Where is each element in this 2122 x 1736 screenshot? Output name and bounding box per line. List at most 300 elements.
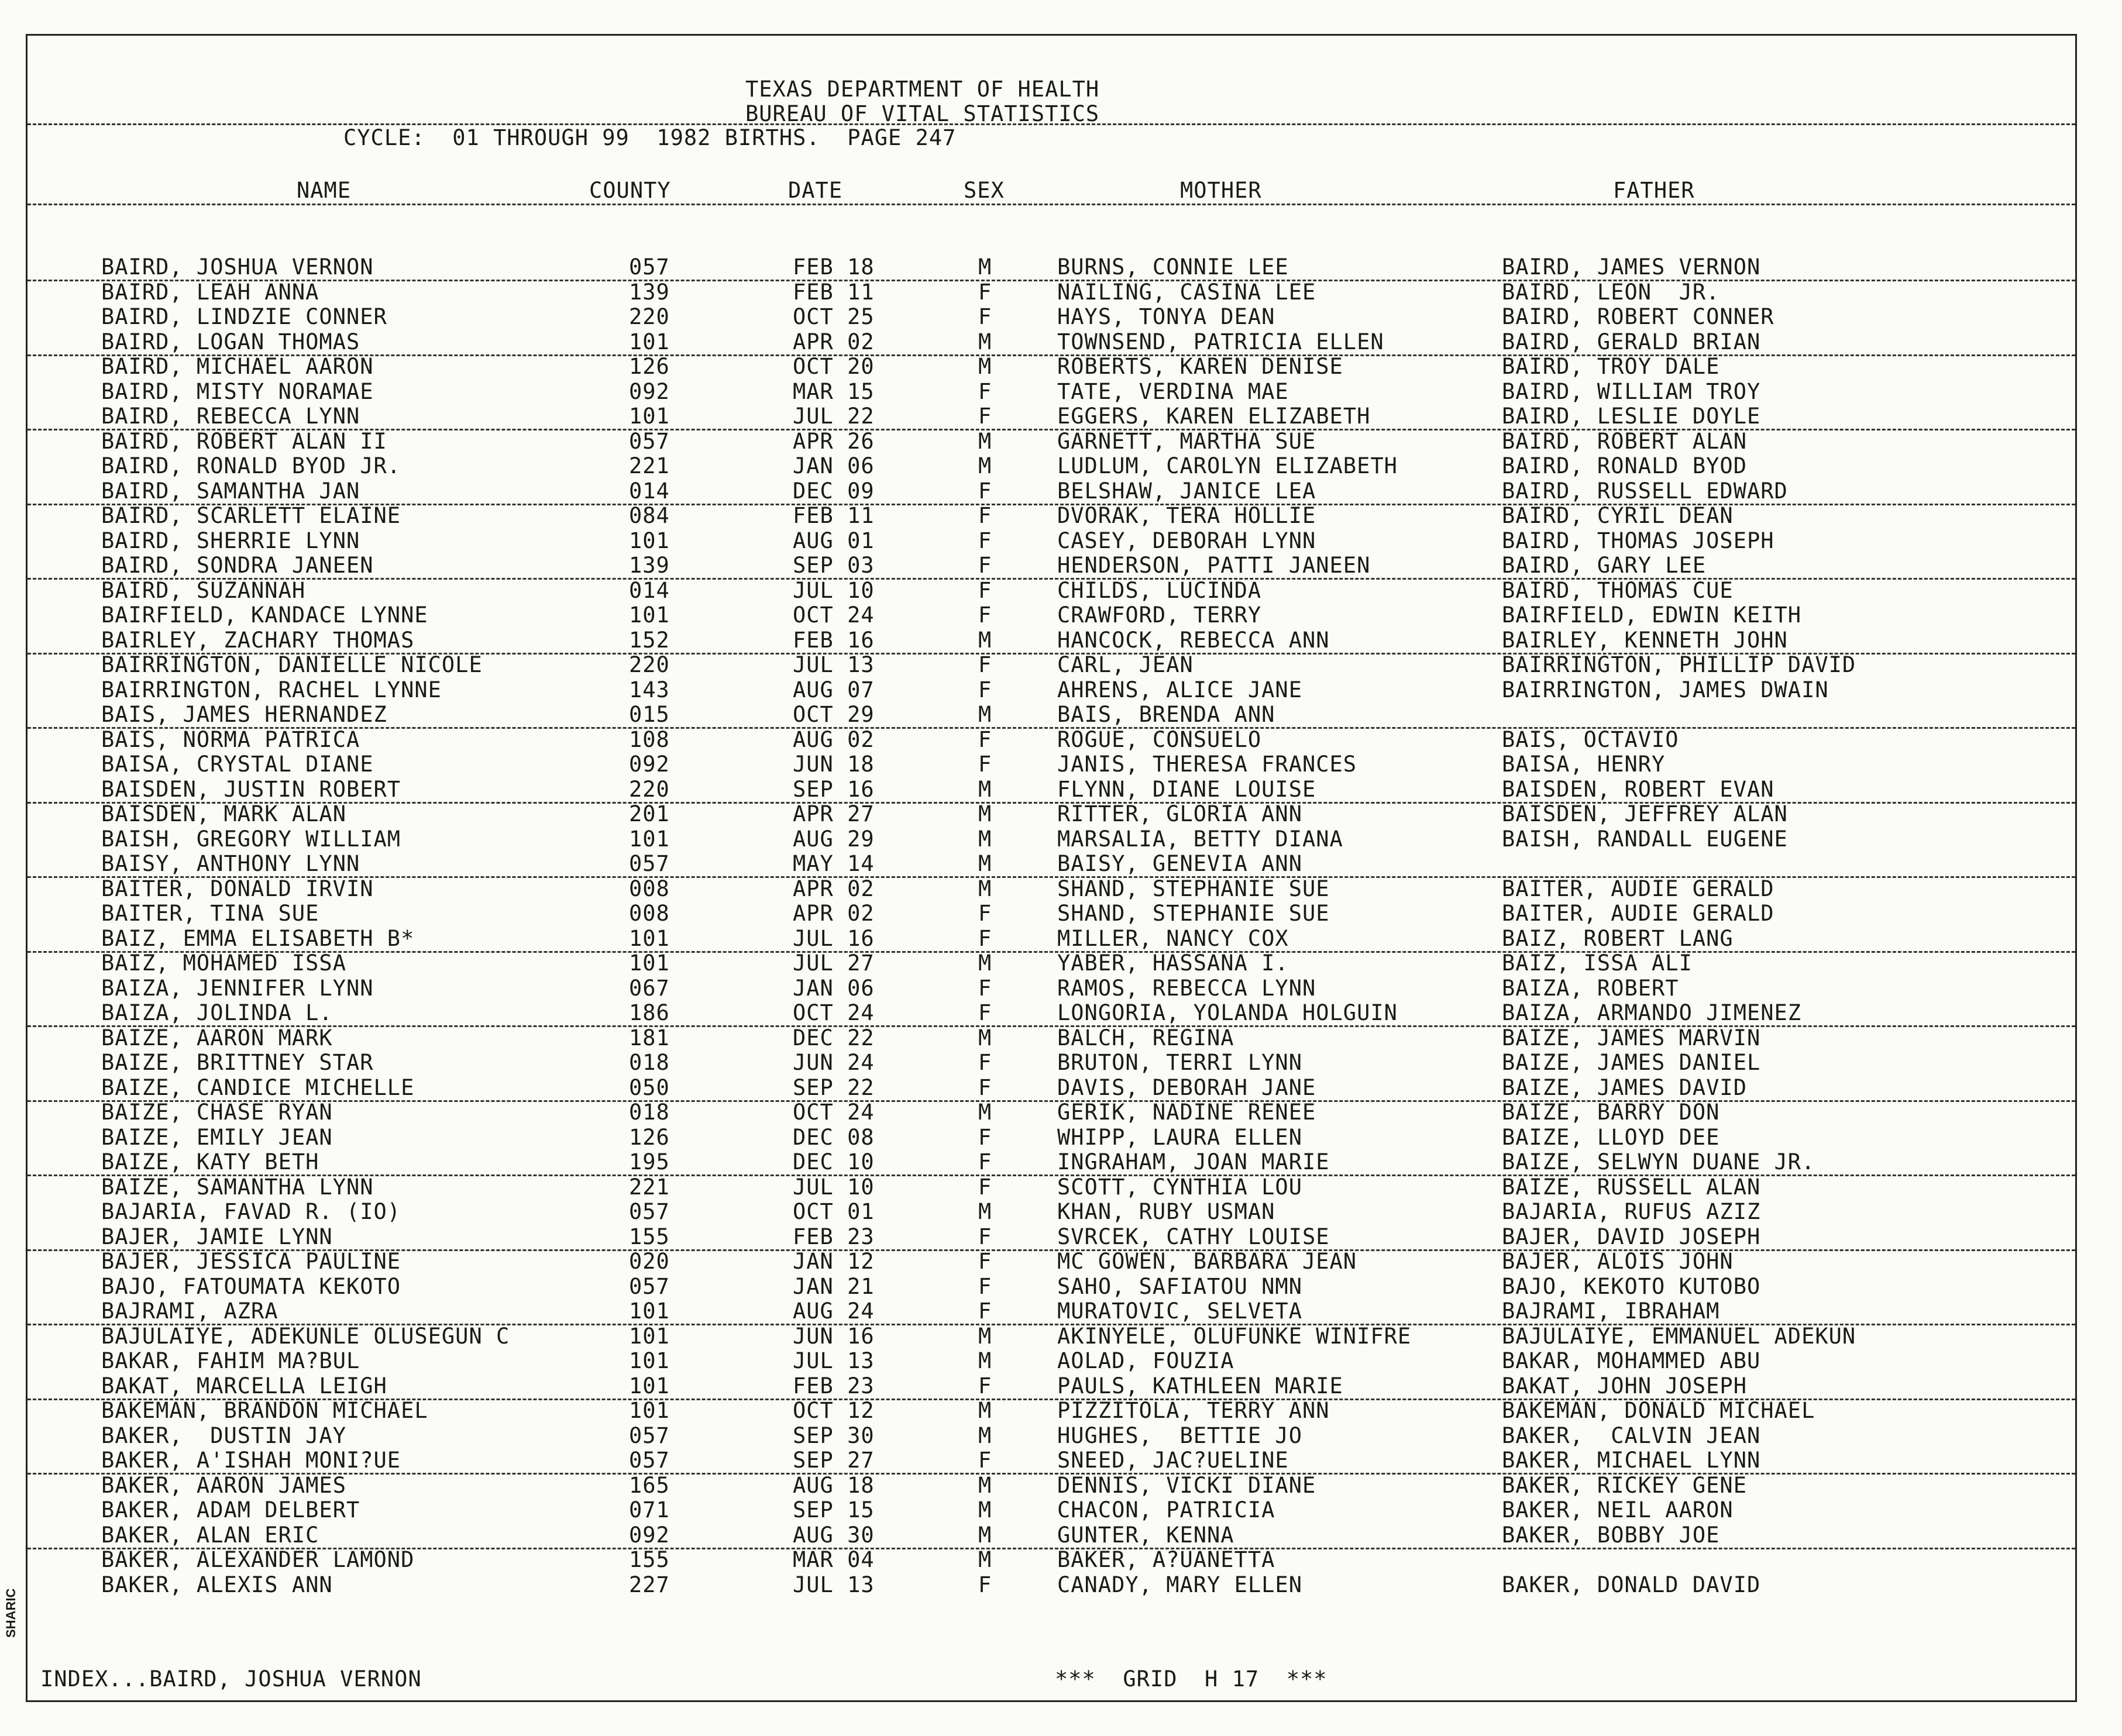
cell-sex: F [978, 677, 992, 702]
cell-sex: F [978, 1000, 992, 1025]
cell-mother: MARSALIA, BETTY DIANA [1057, 826, 1343, 852]
cell-sex: M [978, 1100, 992, 1125]
cell-county: 101 [629, 404, 670, 429]
cell-name: BAISA, CRYSTAL DIANE [101, 752, 374, 777]
cell-name: BAIZE, KATY BETH [101, 1149, 319, 1174]
cell-date: AUG 24 [793, 1298, 875, 1324]
cell-date: APR 02 [793, 329, 875, 354]
table-row [27, 1150, 2075, 1176]
cell-county: 101 [629, 1398, 670, 1423]
cell-county: 020 [629, 1249, 670, 1274]
index-footer: INDEX...BAIRD, JOSHUA VERNON [40, 1666, 422, 1692]
cell-mother: NAILING, CASINA LEE [1057, 279, 1316, 305]
cell-sex: M [978, 354, 992, 379]
cell-father: BAIZA, ARMANDO JIMENEZ [1502, 1000, 1802, 1025]
cell-name: BAIRD, ROBERT ALAN II [101, 428, 387, 454]
table-row [27, 1424, 2075, 1448]
table-row [27, 1200, 2075, 1224]
column-header-county: COUNTY [589, 178, 671, 203]
cell-date: JAN 06 [793, 975, 875, 1001]
cell-county: 101 [629, 329, 670, 354]
cell-county: 092 [629, 378, 670, 404]
cell-date: JAN 21 [793, 1273, 875, 1299]
cell-name: BAIRD, SUZANNAH [101, 577, 306, 603]
cell-date: OCT 20 [793, 354, 875, 379]
cell-sex: F [978, 304, 992, 329]
cell-date: DEC 09 [793, 478, 875, 504]
cell-mother: CASEY, DEBORAH LYNN [1057, 528, 1316, 553]
table-row [27, 1349, 2075, 1373]
column-header-name: NAME [297, 178, 352, 203]
cell-name: BAKER, ALAN ERIC [101, 1522, 319, 1548]
cell-county: 057 [629, 428, 670, 454]
cell-mother: RAMOS, REBECCA LYNN [1057, 975, 1316, 1001]
table-row [27, 1100, 2075, 1125]
cell-sex: M [978, 1323, 992, 1349]
cell-sex: F [978, 1174, 992, 1200]
cell-father: BAIRD, ROBERT CONNER [1502, 304, 1774, 329]
cell-mother: DENNIS, VICKI DIANE [1057, 1472, 1316, 1498]
cell-sex: M [978, 851, 992, 876]
table-row [27, 802, 2075, 826]
cell-sex: F [978, 1273, 992, 1299]
cell-mother: SCOTT, CYNTHIA LOU [1057, 1174, 1302, 1200]
cell-mother: SHAND, STEPHANIE SUE [1057, 901, 1330, 926]
cell-father: BAIZE, JAMES MARVIN [1502, 1025, 1761, 1050]
cell-county: 057 [629, 1422, 670, 1448]
table-row [27, 1001, 2075, 1027]
cell-date: FEB 23 [793, 1373, 875, 1399]
cell-date: SEP 16 [793, 776, 875, 802]
cell-name: BAISH, GREGORY WILLIAM [101, 826, 401, 852]
cell-father: BAIZE, SELWYN DUANE JR. [1502, 1149, 1815, 1174]
cell-mother: SHAND, STEPHANIE SUE [1057, 876, 1330, 901]
cell-name: BAIRFIELD, KANDACE LYNNE [101, 602, 428, 628]
cell-father: BAIZ, ROBERT LANG [1502, 925, 1734, 951]
cell-name: BAITER, DONALD IRVIN [101, 876, 374, 901]
cell-sex: F [978, 652, 992, 677]
cell-father: BAITER, AUDIE GERALD [1502, 876, 1774, 901]
cell-name: BAJER, JAMIE LYNN [101, 1224, 333, 1249]
cell-mother: JANIS, THERESA FRANCES [1057, 752, 1357, 777]
cell-father: BAIZ, ISSA ALI [1502, 950, 1693, 976]
table-row [27, 330, 2075, 356]
table-row [27, 1050, 2075, 1075]
cell-sex: M [978, 1497, 992, 1523]
cell-county: 139 [629, 553, 670, 578]
cell-mother: INGRAHAM, JOAN MARIE [1057, 1149, 1330, 1174]
table-row [27, 728, 2075, 752]
cell-father: BAIRD, LEON JR. [1502, 279, 1720, 305]
cell-sex: M [978, 950, 992, 976]
cell-sex: F [978, 404, 992, 429]
column-header-divider [27, 204, 2075, 205]
table-row [27, 1548, 2075, 1572]
table-row [27, 951, 2075, 976]
cell-mother: MC GOWEN, BARBARA JEAN [1057, 1249, 1357, 1274]
table-row [27, 1473, 2075, 1498]
cell-date: JUN 24 [793, 1050, 875, 1075]
cell-sex: M [978, 1398, 992, 1423]
cell-mother: MILLER, NANCY COX [1057, 925, 1289, 951]
cell-county: 008 [629, 876, 670, 901]
table-row [27, 926, 2075, 953]
cell-father: BAIRRINGTON, PHILLIP DAVID [1502, 652, 1856, 677]
cell-father: BAIRRINGTON, JAMES DWAIN [1502, 677, 1829, 702]
cell-county: 220 [629, 652, 670, 677]
department-title: TEXAS DEPARTMENT OF HEALTH [745, 77, 1100, 102]
cell-county: 057 [629, 1273, 670, 1299]
cell-name: BAJO, FATOUMATA KEKOTO [101, 1273, 401, 1299]
cell-name: BAIRD, LEAH ANNA [101, 279, 319, 305]
cell-name: BAIZE, CANDICE MICHELLE [101, 1074, 415, 1100]
document-page [26, 34, 2077, 1702]
cell-date: MAY 14 [793, 851, 875, 876]
cell-county: 101 [629, 1373, 670, 1399]
cell-date: APR 27 [793, 801, 875, 826]
cell-name: BAJULAIYE, ADEKUNLE OLUSEGUN C [101, 1323, 510, 1349]
cell-father: BAIRD, WILLIAM TROY [1502, 378, 1761, 404]
cell-county: 101 [629, 602, 670, 628]
cell-father: BAIZA, ROBERT [1502, 975, 1679, 1001]
cell-father: BAIZE, RUSSELL ALAN [1502, 1174, 1761, 1200]
cell-name: BAIRRINGTON, RACHEL LYNNE [101, 677, 442, 702]
cell-mother: TATE, VERDINA MAE [1057, 378, 1289, 404]
cell-name: BAIZE, CHASE RYAN [101, 1100, 333, 1125]
cell-county: 084 [629, 503, 670, 528]
cell-mother: CRAWFORD, TERRY [1057, 602, 1262, 628]
table-row [27, 1299, 2075, 1325]
cell-mother: PAULS, KATHLEEN MARIE [1057, 1373, 1343, 1399]
cell-father: BAKER, NEIL AARON [1502, 1497, 1734, 1523]
cell-county: 092 [629, 1522, 670, 1548]
cell-mother: CHACON, PATRICIA [1057, 1497, 1275, 1523]
cell-father: BAIRD, CYRIL DEAN [1502, 503, 1734, 528]
cell-date: SEP 22 [793, 1074, 875, 1100]
cell-date: SEP 15 [793, 1497, 875, 1523]
cell-father: BAIRD, GERALD BRIAN [1502, 329, 1761, 354]
cell-father: BAITER, AUDIE GERALD [1502, 901, 1774, 926]
column-header-father: FATHER [1613, 178, 1695, 203]
cell-sex: F [978, 503, 992, 528]
cell-county: 139 [629, 279, 670, 305]
cell-county: 186 [629, 1000, 670, 1025]
cell-sex: F [978, 925, 992, 951]
cell-county: 092 [629, 752, 670, 777]
cell-father: BAKEMAN, DONALD MICHAEL [1502, 1398, 1815, 1423]
cell-mother: FLYNN, DIANE LOUISE [1057, 776, 1316, 802]
cell-mother: LUDLUM, CAROLYN ELIZABETH [1057, 453, 1398, 478]
cell-sex: M [978, 1199, 992, 1224]
grid-footer: *** GRID H 17 *** [1055, 1666, 1327, 1692]
cell-sex: F [978, 1448, 992, 1473]
cell-date: JUL 27 [793, 950, 875, 976]
cell-date: OCT 24 [793, 602, 875, 628]
cell-date: AUG 18 [793, 1472, 875, 1498]
cell-name: BAKER, AARON JAMES [101, 1472, 346, 1498]
table-row [27, 628, 2075, 655]
cell-father: BAKAT, JOHN JOSEPH [1502, 1373, 1747, 1399]
table-row [27, 479, 2075, 505]
cell-mother: BALCH, REGINA [1057, 1025, 1234, 1050]
cell-date: FEB 23 [793, 1224, 875, 1249]
cell-name: BAISDEN, MARK ALAN [101, 801, 346, 826]
cell-father: BAJRAMI, IBRAHAM [1502, 1298, 1720, 1324]
cell-county: 018 [629, 1050, 670, 1075]
cell-name: BAIS, JAMES HERNANDEZ [101, 702, 387, 727]
cell-father: BAISDEN, ROBERT EVAN [1502, 776, 1774, 802]
cell-mother: HANCOCK, REBECCA ANN [1057, 627, 1330, 653]
cell-name: BAIRD, LINDZIE CONNER [101, 304, 387, 329]
cell-county: 057 [629, 254, 670, 280]
cell-mother: AOLAD, FOUZIA [1057, 1348, 1234, 1373]
header-divider [27, 123, 2075, 125]
cell-date: JUL 22 [793, 404, 875, 429]
cell-date: APR 02 [793, 876, 875, 901]
cell-date: JUL 10 [793, 577, 875, 603]
cell-name: BAIZE, BRITTNEY STAR [101, 1050, 374, 1075]
cell-father: BAIRD, TROY DALE [1502, 354, 1720, 379]
table-row [27, 678, 2075, 702]
cell-date: FEB 18 [793, 254, 875, 280]
cell-father: BAIZE, BARRY DON [1502, 1100, 1720, 1125]
table-row [27, 429, 2075, 454]
cell-sex: M [978, 453, 992, 478]
cell-sex: F [978, 378, 992, 404]
cell-name: BAISY, ANTHONY LYNN [101, 851, 360, 876]
cell-date: FEB 16 [793, 627, 875, 653]
cell-sex: F [978, 1249, 992, 1274]
table-row [27, 976, 2075, 1001]
cell-father: BAIZE, LLOYD DEE [1502, 1124, 1720, 1150]
cell-name: BAITER, TINA SUE [101, 901, 319, 926]
cell-county: 101 [629, 1298, 670, 1324]
table-row [27, 777, 2075, 804]
cell-mother: SVRCEK, CATHY LOUISE [1057, 1224, 1330, 1249]
table-row [27, 305, 2075, 329]
cell-mother: GARNETT, MARTHA SUE [1057, 428, 1316, 454]
cell-date: OCT 12 [793, 1398, 875, 1423]
cell-county: 101 [629, 925, 670, 951]
cell-county: 018 [629, 1100, 670, 1125]
cell-date: FEB 11 [793, 503, 875, 528]
table-row [27, 1175, 2075, 1200]
cell-date: AUG 29 [793, 826, 875, 852]
cell-name: BAKER, ALEXANDER LAMOND [101, 1547, 415, 1572]
cell-father: BAIRD, RONALD BYOD [1502, 453, 1747, 478]
cell-mother: DAVIS, DEBORAH JANE [1057, 1074, 1316, 1100]
cell-county: 014 [629, 478, 670, 504]
cell-sex: F [978, 1298, 992, 1324]
cell-name: BAKEMAN, BRANDON MICHAEL [101, 1398, 428, 1423]
cell-date: SEP 30 [793, 1422, 875, 1448]
cell-father: BAJARIA, RUFUS AZIZ [1502, 1199, 1761, 1224]
cell-name: BAKER, DUSTIN JAY [101, 1422, 346, 1448]
cell-mother: HUGHES, BETTIE JO [1057, 1422, 1302, 1448]
cell-name: BAIRD, SHERRIE LYNN [101, 528, 360, 553]
table-row [27, 702, 2075, 729]
cell-name: BAKER, ADAM DELBERT [101, 1497, 360, 1523]
cell-county: 155 [629, 1224, 670, 1249]
cell-father: BAKAR, MOHAMMED ABU [1502, 1348, 1761, 1373]
table-row [27, 1076, 2075, 1102]
cell-sex: F [978, 901, 992, 926]
table-row [27, 1374, 2075, 1400]
cell-sex: F [978, 752, 992, 777]
cell-date: OCT 24 [793, 1000, 875, 1025]
cell-county: 221 [629, 1174, 670, 1200]
cell-sex: M [978, 1422, 992, 1448]
cell-county: 201 [629, 801, 670, 826]
cell-sex: F [978, 1149, 992, 1174]
cell-sex: F [978, 553, 992, 578]
cell-mother: AKINYELE, OLUFUNKE WINIFRE [1057, 1323, 1412, 1349]
cycle-line: CYCLE: 01 THROUGH 99 1982 BIRTHS. PAGE 247 [343, 125, 957, 150]
cell-date: JUN 18 [793, 752, 875, 777]
cell-date: APR 26 [793, 428, 875, 454]
cell-father: BAIS, OCTAVIO [1502, 726, 1679, 752]
table-row [27, 1498, 2075, 1523]
cell-name: BAIZA, JENNIFER LYNN [101, 975, 374, 1001]
cell-mother: BURNS, CONNIE LEE [1057, 254, 1289, 280]
cell-county: 101 [629, 1323, 670, 1349]
cell-name: BAJER, JESSICA PAULINE [101, 1249, 401, 1274]
cell-mother: CANADY, MARY ELLEN [1057, 1572, 1302, 1597]
cell-mother: LONGORIA, YOLANDA HOLGUIN [1057, 1000, 1398, 1025]
cell-name: BAIRD, JOSHUA VERNON [101, 254, 374, 280]
cell-sex: M [978, 826, 992, 852]
cell-county: 220 [629, 776, 670, 802]
cell-county: 008 [629, 901, 670, 926]
cell-mother: RITTER, GLORIA ANN [1057, 801, 1302, 826]
cell-date: MAR 04 [793, 1547, 875, 1572]
cell-mother: BAIS, BRENDA ANN [1057, 702, 1275, 727]
cell-county: 057 [629, 1199, 670, 1224]
cell-date: JUL 16 [793, 925, 875, 951]
bureau-title: BUREAU OF VITAL STATISTICS [745, 101, 1100, 126]
cell-date: OCT 01 [793, 1199, 875, 1224]
cell-date: DEC 22 [793, 1025, 875, 1050]
cell-county: 227 [629, 1572, 670, 1597]
cell-father: BAIRD, THOMAS CUE [1502, 577, 1734, 603]
margin-label: SHARIC [4, 1588, 18, 1638]
cell-county: 195 [629, 1149, 670, 1174]
cell-sex: F [978, 1050, 992, 1075]
cell-date: AUG 02 [793, 726, 875, 752]
cell-mother: WHIPP, LAURA ELLEN [1057, 1124, 1302, 1150]
cell-father: BAIRFIELD, EDWIN KEITH [1502, 602, 1802, 628]
column-header-mother: MOTHER [1180, 178, 1262, 203]
cell-sex: F [978, 1224, 992, 1249]
cell-name: BAIRD, RONALD BYOD JR. [101, 453, 401, 478]
table-row [27, 1523, 2075, 1549]
table-row [27, 877, 2075, 901]
cell-county: 181 [629, 1025, 670, 1050]
cell-date: MAR 15 [793, 378, 875, 404]
table-row [27, 752, 2075, 777]
cell-mother: PIZZITOLA, TERRY ANN [1057, 1398, 1330, 1423]
cell-mother: CHILDS, LUCINDA [1057, 577, 1262, 603]
cell-date: JUL 13 [793, 652, 875, 677]
table-row [27, 852, 2075, 878]
cell-name: BAKAT, MARCELLA LEIGH [101, 1373, 387, 1399]
cell-name: BAIZ, MOHAMED ISSA [101, 950, 346, 976]
cell-sex: M [978, 254, 992, 280]
cell-name: BAKAR, FAHIM MA?BUL [101, 1348, 360, 1373]
cell-mother: BRUTON, TERRI LYNN [1057, 1050, 1302, 1075]
cell-sex: M [978, 1522, 992, 1548]
cell-father: BAKER, CALVIN JEAN [1502, 1422, 1761, 1448]
cell-date: OCT 29 [793, 702, 875, 727]
cell-sex: M [978, 329, 992, 354]
cell-mother: DVORAK, TERA HOLLIE [1057, 503, 1316, 528]
cell-date: JUL 13 [793, 1348, 875, 1373]
cell-sex: M [978, 776, 992, 802]
cell-father: BAKER, RICKEY GENE [1502, 1472, 1747, 1498]
cell-father: BAIZE, JAMES DANIEL [1502, 1050, 1761, 1075]
cell-sex: F [978, 1074, 992, 1100]
cell-date: APR 02 [793, 901, 875, 926]
table-row [27, 901, 2075, 926]
cell-sex: M [978, 876, 992, 901]
cell-county: 165 [629, 1472, 670, 1498]
cell-name: BAIRD, SONDRA JANEEN [101, 553, 374, 578]
cell-date: AUG 01 [793, 528, 875, 553]
cell-name: BAISDEN, JUSTIN ROBERT [101, 776, 401, 802]
table-row [27, 1573, 2075, 1597]
table-row [27, 255, 2075, 281]
cell-father: BAJER, ALOIS JOHN [1502, 1249, 1734, 1274]
cell-sex: M [978, 1472, 992, 1498]
table-row [27, 1399, 2075, 1423]
cell-father: BAKER, MICHAEL LYNN [1502, 1448, 1761, 1473]
table-row [27, 827, 2075, 852]
cell-father: BAIZE, JAMES DAVID [1502, 1074, 1747, 1100]
cell-name: BAIS, NORMA PATRICA [101, 726, 360, 752]
cell-name: BAIZA, JOLINDA L. [101, 1000, 333, 1025]
cell-sex: M [978, 627, 992, 653]
cell-father: BAIRD, GARY LEE [1502, 553, 1707, 578]
cell-sex: M [978, 702, 992, 727]
cell-father: BAIRLEY, KENNETH JOHN [1502, 627, 1788, 653]
table-row [27, 380, 2075, 404]
cell-date: OCT 24 [793, 1100, 875, 1125]
cell-county: 101 [629, 528, 670, 553]
cell-county: 014 [629, 577, 670, 603]
cell-county: 221 [629, 453, 670, 478]
table-row [27, 578, 2075, 603]
cell-name: BAIRD, MICHAEL AARON [101, 354, 374, 379]
table-row [27, 1026, 2075, 1050]
cell-sex: F [978, 279, 992, 305]
cell-date: FEB 11 [793, 279, 875, 305]
cell-father: BAISA, HENRY [1502, 752, 1666, 777]
cell-county: 155 [629, 1547, 670, 1572]
table-row [27, 1324, 2075, 1349]
table-row [27, 454, 2075, 478]
cell-county: 152 [629, 627, 670, 653]
cell-name: BAIRD, SCARLETT ELAINE [101, 503, 401, 528]
cell-date: DEC 10 [793, 1149, 875, 1174]
table-row [27, 404, 2075, 430]
cell-county: 220 [629, 304, 670, 329]
cell-father: BAISH, RANDALL EUGENE [1502, 826, 1788, 852]
cell-name: BAIZE, SAMANTHA LYNN [101, 1174, 374, 1200]
cell-name: BAIRD, MISTY NORAMAE [101, 378, 374, 404]
cell-name: BAIZ, EMMA ELISABETH B* [101, 925, 415, 951]
table-row [27, 653, 2075, 677]
cell-name: BAKER, ALEXIS ANN [101, 1572, 333, 1597]
